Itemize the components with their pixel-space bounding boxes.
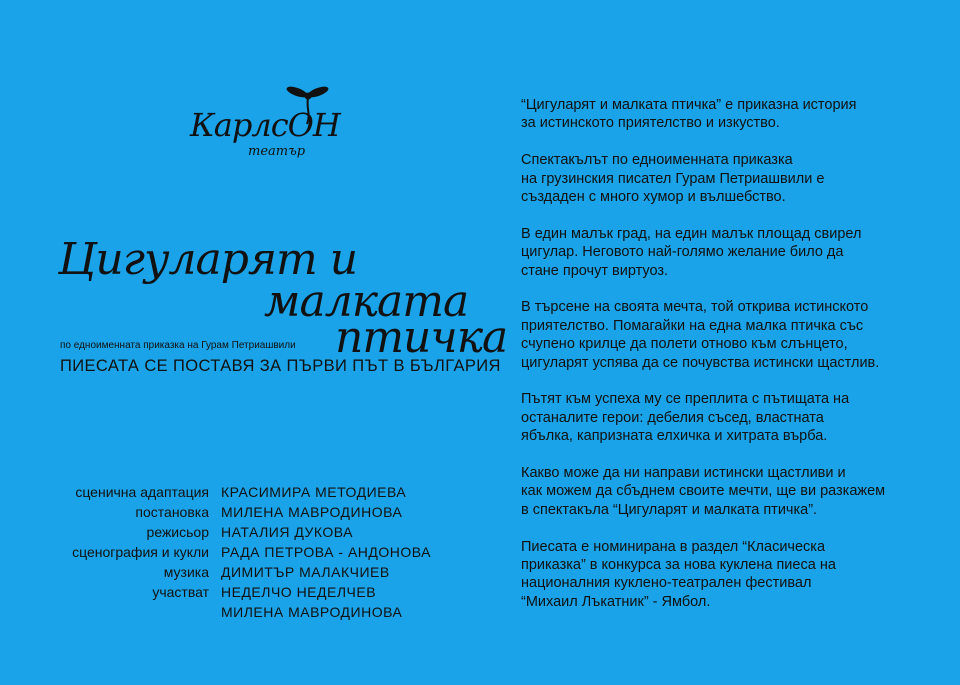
- title-line-1: Цигуларят и: [58, 234, 358, 285]
- credit-name: КРАСИМИРА МЕТОДИЕВА: [221, 484, 407, 500]
- theatre-logo: [190, 80, 340, 170]
- description-text: [521, 96, 921, 630]
- description-paragraph: “Цигуларят и малката птичка” е приказна история за истинското приятелство и изкуство.: [521, 97, 857, 132]
- credit-name: ДИМИТЪР МАЛАКЧИЕВ: [221, 564, 390, 580]
- description-paragraph: Спектакълът по едноименната приказка на грузинския писател Гурам Петриашвили е създаден с много хумор и вълшебство.: [521, 152, 825, 206]
- credit-name: МИЛЕНА МАВРОДИНОВА: [221, 504, 403, 520]
- source-note: по едноименната приказка на Гурам Петриашвили: [60, 340, 296, 351]
- credit-name: МИЛЕНА МАВРОДИНОВА: [221, 604, 403, 620]
- description-paragraph: В един малък град, на един малък площад свирел цигулар. Неговото най-голямо желание било да стане прочут виртуоз.: [521, 225, 862, 279]
- logo-subtitle: театър: [248, 144, 306, 159]
- credit-role: участват: [152, 584, 209, 600]
- credit-role: сценография и кукли: [72, 544, 209, 560]
- credit-name: НЕДЕЛЧО НЕДЕЛЧЕВ: [221, 584, 377, 600]
- credit-role: сценична адаптация: [75, 484, 209, 500]
- title-line-2: малката: [264, 276, 469, 327]
- credit-role: режисьор: [146, 524, 209, 540]
- logo-name: КарлсОН: [190, 106, 340, 144]
- credit-role: музика: [163, 564, 209, 580]
- description-paragraph: В търсене на своята мечта, той открива истинското приятелство. Помагайки на една малка птичка със счупено крилце да полети отново към слънцето, цигуларят успява да се почувства истински щастлив.: [521, 299, 880, 371]
- premiere-headline: ПИЕСАТА СЕ ПОСТАВЯ ЗА ПЪРВИ ПЪТ В БЪЛГАРИЯ: [60, 357, 501, 375]
- credit-name: НАТАЛИЯ ДУКОВА: [221, 524, 353, 540]
- description-paragraph: Пътят към успеха му се преплита с пътищата на останалите герои: дебелия съсед, властната ябълка, капризната елхичка и хитрата върба.: [521, 391, 850, 445]
- description-paragraph: Пиесата е номинирана в раздел “Класическа приказка” в конкурса за нова куклена пиеса на националния куклено-театрален фестивал “Михаил Лъкатник” - Ямбол.: [521, 538, 836, 610]
- title-line-3: птичка: [335, 312, 508, 363]
- credit-name: РАДА ПЕТРОВА - АНДОНОВА: [221, 544, 431, 560]
- credit-role: постановка: [135, 504, 209, 520]
- description-paragraph: Какво може да ни направи истински щастливи и как можем да сбъднем своите мечти, ще ви разкажем в спектакъла “Цигуларят и малката птичка”.: [521, 465, 886, 518]
